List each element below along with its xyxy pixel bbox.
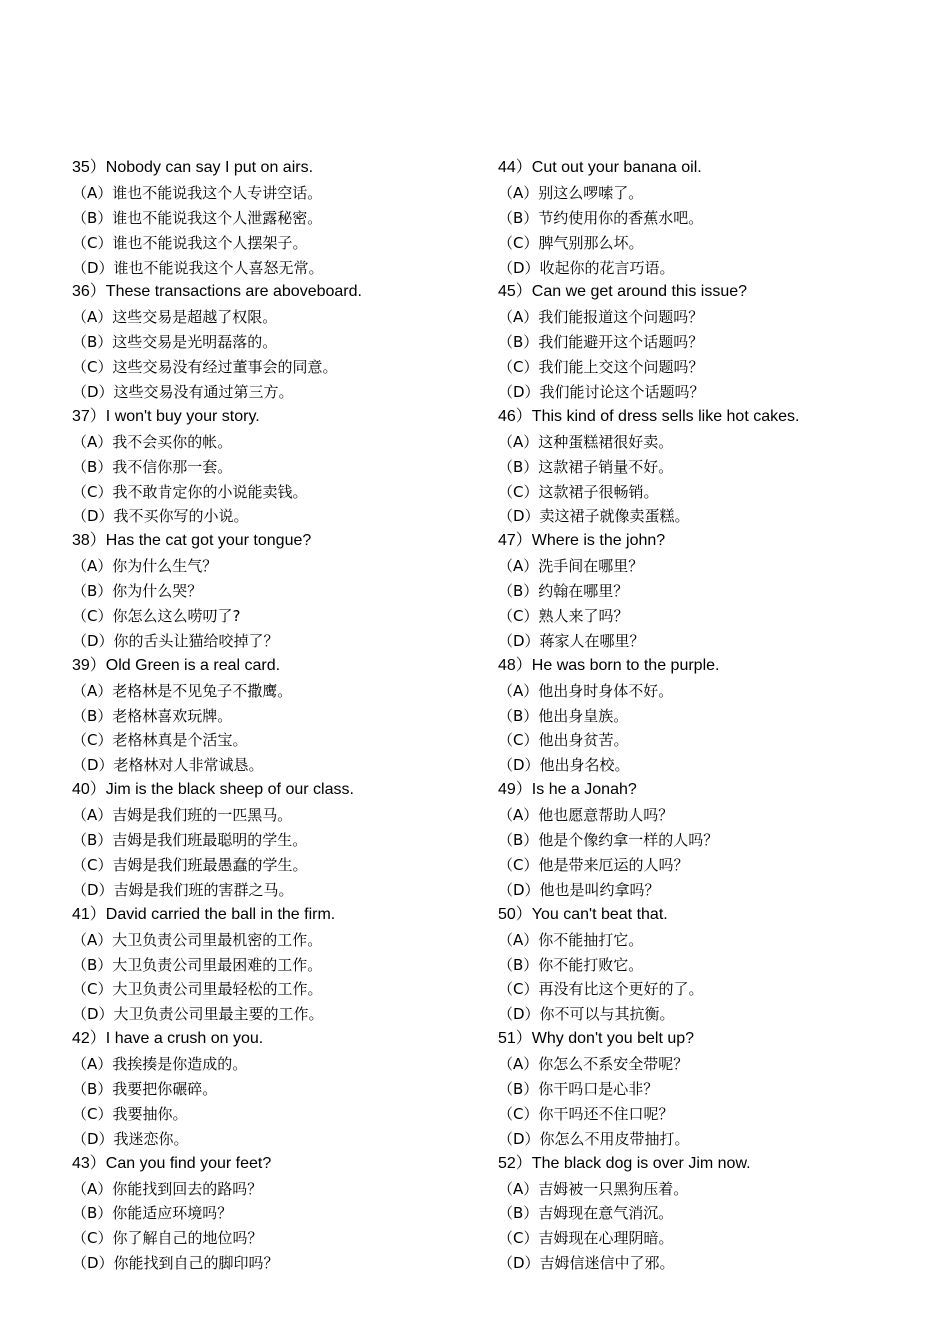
answer-option: （B）老格林喜欢玩牌。 xyxy=(72,706,233,725)
answer-option: （B）我要把你碾碎。 xyxy=(72,1079,218,1098)
question-text: 48）He was born to the purple. xyxy=(498,656,720,674)
answer-option: （A）我不会买你的帐。 xyxy=(72,432,233,451)
answer-option: （D）他出身名校。 xyxy=(498,756,630,775)
question-text: 47）Where is the john? xyxy=(498,532,666,550)
answer-option: （C）再没有比这个更好的了。 xyxy=(498,980,704,999)
answer-option: （B）你干吗口是心非？ xyxy=(498,1079,659,1098)
answer-option: （C）熟人来了吗？ xyxy=(498,607,629,626)
answer-option: （D）你能找到自己的脚印吗？ xyxy=(72,1254,279,1273)
answer-option: （A）老格林是不见兔子不撒鹰。 xyxy=(72,681,293,700)
question-text: 36）These transactions are aboveboard. xyxy=(72,283,362,301)
answer-option: （B）他出身皇族。 xyxy=(498,706,629,725)
answer-option: （A）我们能报道这个问题吗？ xyxy=(498,308,704,327)
answer-option: （A）他也愿意帮助人吗？ xyxy=(498,806,674,825)
answer-option: （A）他出身时身体不好。 xyxy=(498,681,674,700)
answer-option: （B）你为什么哭？ xyxy=(72,582,203,601)
answer-option: （D）你怎么不用皮带抽打。 xyxy=(498,1129,690,1148)
answer-option: （A）洗手间在哪里？ xyxy=(498,557,644,576)
question-block xyxy=(72,654,492,778)
question-block xyxy=(72,156,492,280)
answer-option: （C）这款裙子很畅销。 xyxy=(498,482,659,501)
answer-option: （C）我们能上交这个问题吗？ xyxy=(498,358,704,377)
answer-option: （A）这些交易是超越了权限。 xyxy=(72,308,278,327)
question-text: 46）This kind of dress sells like hot cakes. xyxy=(498,407,800,425)
answer-option: （D）吉姆是我们班的害群之马。 xyxy=(72,880,294,899)
question-block xyxy=(72,1027,492,1151)
answer-option: （B）你不能打败它。 xyxy=(498,955,644,974)
answer-option: （A）别这么啰嗦了。 xyxy=(498,183,644,202)
answer-option: （C）你了解自己的地位吗？ xyxy=(72,1229,263,1248)
answer-option: （C）他是带来厄运的人吗？ xyxy=(498,855,689,874)
answer-option: （A）大卫负责公司里最机密的工作。 xyxy=(72,930,323,949)
answer-option: （B）我不信你那一套。 xyxy=(72,457,233,476)
answer-option: （C）老格林真是个活宝。 xyxy=(72,731,248,750)
answer-option: （D）收起你的花言巧语。 xyxy=(498,258,675,277)
answer-option: （D）他也是叫约拿吗？ xyxy=(498,880,660,899)
question-text: 45）Can we get around this issue? xyxy=(498,283,748,301)
answer-option: （C）我要抽你。 xyxy=(72,1104,188,1123)
answer-option: （C）谁也不能说我这个人摆架子。 xyxy=(72,233,308,252)
question-block xyxy=(498,405,918,529)
answer-option: （C）这些交易没有经过董事会的同意。 xyxy=(72,358,338,377)
answer-option: （B）大卫负责公司里最困难的工作。 xyxy=(72,955,323,974)
answer-option: （D）你的舌头让猫给咬掉了？ xyxy=(72,631,279,650)
question-block xyxy=(72,280,492,404)
question-text: 43）Can you find your feet? xyxy=(72,1154,272,1172)
answer-option: （B）这些交易是光明磊落的。 xyxy=(72,333,278,352)
question-block xyxy=(72,529,492,653)
answer-option: （C）吉姆是我们班最愚蠢的学生。 xyxy=(72,855,308,874)
answer-option: （D）老格林对人非常诚恳。 xyxy=(72,756,264,775)
question-text: 38）Has the cat got your tongue? xyxy=(72,532,312,550)
answer-option: （C）大卫负责公司里最轻松的工作。 xyxy=(72,980,323,999)
answer-option: （A）你能找到回去的路吗？ xyxy=(72,1179,263,1198)
question-text: 39）Old Green is a real card. xyxy=(72,656,281,674)
question-block xyxy=(72,405,492,529)
answer-option: （A）我挨揍是你造成的。 xyxy=(72,1055,248,1074)
question-text: 37）I won't buy your story. xyxy=(72,407,260,425)
answer-option: （C）脾气别那么坏。 xyxy=(498,233,644,252)
question-text: 40）Jim is the black sheep of our class. xyxy=(72,781,354,799)
answer-option: （A）你为什么生气？ xyxy=(72,557,218,576)
answer-option: （C）吉姆现在心理阴暗。 xyxy=(498,1229,674,1248)
question-block xyxy=(498,778,918,902)
answer-option: （A）吉姆是我们班的一匹黑马。 xyxy=(72,806,293,825)
question-text: 50）You can't beat that. xyxy=(498,905,668,923)
answer-option: （D）我迷恋你。 xyxy=(72,1129,189,1148)
answer-option: （D）你不可以与其抗衡。 xyxy=(498,1005,675,1024)
question-block xyxy=(72,903,492,1027)
question-text: 35）Nobody can say I put on airs. xyxy=(72,159,314,176)
answer-option: （C）他出身贫苦。 xyxy=(498,731,629,750)
question-block xyxy=(498,529,918,653)
question-block xyxy=(72,1152,492,1276)
answer-option: （D）我们能讨论这个话题吗？ xyxy=(498,383,705,402)
question-text: 49）Is he a Jonah? xyxy=(498,781,637,799)
answer-option: （B）节约使用你的香蕉水吧。 xyxy=(498,208,704,227)
answer-option: （B）吉姆是我们班最聪明的学生。 xyxy=(72,831,308,850)
question-text: 51）Why don't you belt up? xyxy=(498,1030,695,1048)
right-column xyxy=(498,156,918,1276)
question-block xyxy=(498,156,918,280)
answer-option: （B）我们能避开这个话题吗？ xyxy=(498,333,704,352)
answer-option: （D）卖这裙子就像卖蛋糕。 xyxy=(498,507,690,526)
question-block xyxy=(498,903,918,1027)
answer-option: （B）你能适应环境吗？ xyxy=(72,1204,233,1223)
answer-option: （D）这些交易没有通过第三方。 xyxy=(72,383,294,402)
answer-option: （D）大卫负责公司里最主要的工作。 xyxy=(72,1005,324,1024)
answer-option: （C）你怎么这么唠叨了? xyxy=(72,607,241,626)
answer-option: （B）约翰在哪里？ xyxy=(498,582,629,601)
answer-option: （B）吉姆现在意气消沉。 xyxy=(498,1204,674,1223)
answer-option: （C）我不敢肯定你的小说能卖钱。 xyxy=(72,482,308,501)
question-text: 42）I have a crush on you. xyxy=(72,1030,264,1048)
question-block xyxy=(498,1152,918,1276)
answer-option: （B）他是个像约拿一样的人吗？ xyxy=(498,831,719,850)
question-block xyxy=(498,280,918,404)
question-text: 52）The black dog is over Jim now. xyxy=(498,1154,751,1172)
answer-option: （A）谁也不能说我这个人专讲空话。 xyxy=(72,183,323,202)
answer-option: （D）吉姆信迷信中了邪。 xyxy=(498,1254,675,1273)
answer-option: （B）谁也不能说我这个人泄露秘密。 xyxy=(72,208,323,227)
left-column xyxy=(72,156,492,1276)
question-text: 44）Cut out your banana oil. xyxy=(498,159,702,176)
answer-option: （D）蒋家人在哪里？ xyxy=(498,631,645,650)
question-block xyxy=(498,654,918,778)
answer-option: （A）你不能抽打它。 xyxy=(498,930,644,949)
answer-option: （D）谁也不能说我这个人喜怒无常。 xyxy=(72,258,324,277)
answer-option: （C）你干吗还不住口呢？ xyxy=(498,1104,674,1123)
answer-option: （B）这款裙子销量不好。 xyxy=(498,457,674,476)
answer-option: （A）吉姆被一只黑狗压着。 xyxy=(498,1179,689,1198)
answer-option: （A）这种蛋糕裙很好卖。 xyxy=(498,432,674,451)
question-block xyxy=(498,1027,918,1151)
question-text: 41）David carried the ball in the firm. xyxy=(72,905,336,923)
answer-option: （D）我不买你写的小说。 xyxy=(72,507,249,526)
answer-option: （A）你怎么不系安全带呢？ xyxy=(498,1055,689,1074)
question-block xyxy=(72,778,492,902)
